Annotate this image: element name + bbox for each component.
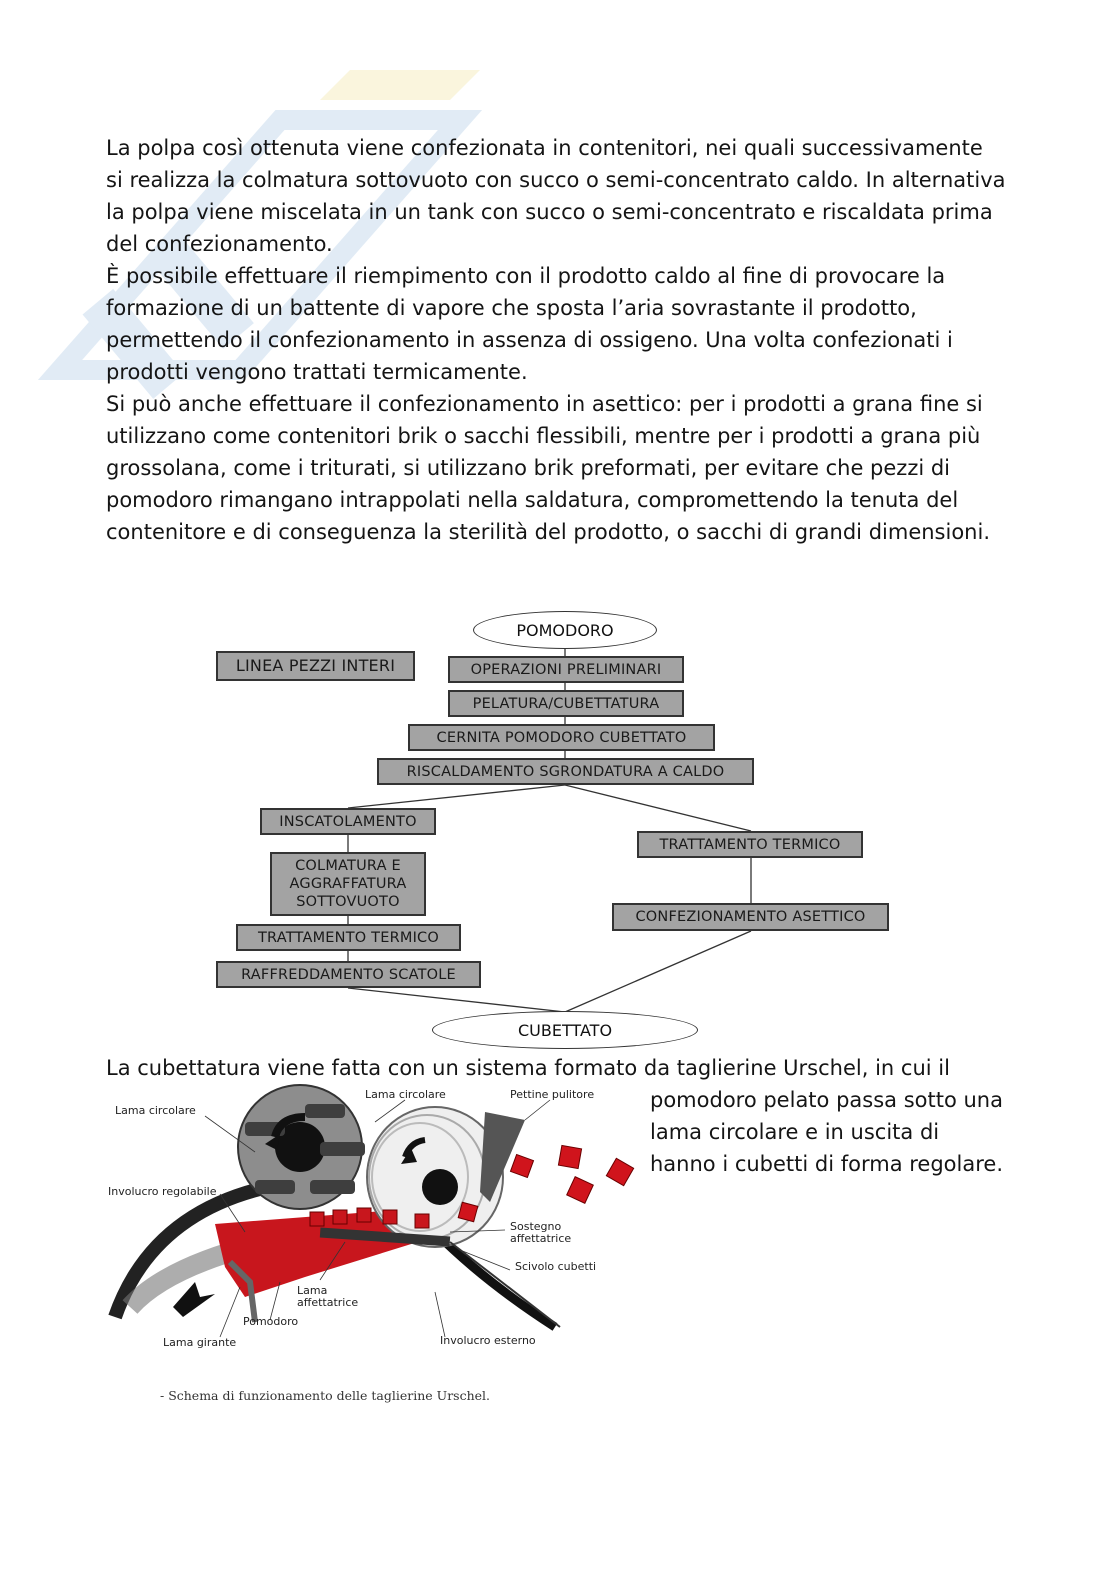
label-lama-affettatrice: Lama affettatrice: [297, 1284, 359, 1309]
label-sostegno: Sostegno affettatrice: [510, 1220, 572, 1245]
label-lama-circolare-top: Lama circolare: [365, 1088, 446, 1101]
label-involucro-esterno: Involucro esterno: [440, 1334, 536, 1347]
label-scivolo: Scivolo cubetti: [515, 1260, 597, 1273]
left-drum: [238, 1085, 365, 1209]
flow-title-box: LINEA PEZZI INTERI: [216, 651, 415, 681]
rotation-arrow-icon: [173, 1282, 215, 1317]
flow-right-1: TRATTAMENTO TERMICO: [637, 831, 863, 858]
paragraph-1: La polpa così ottenuta viene confezionata in contenitori, nei quali successivamente si realizza la colmatura sottovuoto con succo o semi-concentrato caldo. In alternativa la polpa viene miscelata in un tank con succo o semi-concentrato e riscaldata prima del confezionamento.: [106, 136, 1006, 256]
flow-left-2: COLMATURA E AGGRAFFATURA SOTTOVUOTO: [270, 852, 426, 916]
flow-step-3: CERNITA POMODORO CUBETTATO: [408, 724, 715, 751]
flow-right-2: CONFEZIONAMENTO ASETTICO: [612, 903, 889, 931]
flowchart: [205, 605, 905, 1050]
flow-start-oval: POMODORO: [473, 611, 657, 649]
scivolo-shape: [450, 1242, 560, 1327]
flow-left-1: INSCATOLAMENTO: [260, 808, 436, 835]
paragraph-2: È possibile effettuare il riempimento con il prodotto caldo al fine di provocare la formazione di un battente di vapore che sposta l’aria sovrastante il prodotto, permettendo il confezionamento in assenza di ossigeno. Una volta confezionati i prodotti vengono trattati termicamente.: [106, 264, 953, 384]
label-involucro-regolabile: Involucro regolabile: [108, 1185, 217, 1198]
label-lama-circolare-left: Lama circolare: [115, 1104, 196, 1117]
flow-step-2: PELATURA/CUBETTATURA: [448, 690, 684, 717]
flow-left-3: TRATTAMENTO TERMICO: [236, 924, 461, 951]
flow-end-oval: CUBETTATO: [432, 1011, 698, 1049]
figure-caption: - Schema di funzionamento delle taglierine Urschel.: [160, 1388, 490, 1403]
flow-step-1: OPERAZIONI PRELIMINARI: [448, 656, 684, 683]
label-pettine: Pettine pulitore: [510, 1088, 595, 1101]
label-pomodoro: Pomodoro: [243, 1315, 299, 1328]
urschel-machine-figure: [105, 1082, 640, 1422]
flow-step-4: RISCALDAMENTO SGRONDATURA A CALDO: [377, 758, 754, 785]
involucro-esterno-shape: [435, 1232, 555, 1327]
paragraph-3: Si può anche effettuare il confezionamento in asettico: per i prodotti a grana fine si utilizzano come contenitori brik o sacchi flessibili, mentre per i prodotti a grana più grossolana, come i triturati, si utilizzano brik preformati, per evitare che pezzi di pomodoro rimangano intrappolati nella saldatura, compromettendo la tenuta del contenitore e di conseguenza la sterilità del prodotto, o sacchi di grandi dimensioni.: [106, 392, 990, 544]
cubing-text-side: pomodoro pelato passa sotto una lama circolare e in uscita di hanno i cubetti di forma regolare.: [650, 1088, 1004, 1176]
label-lama-girante: Lama girante: [163, 1336, 237, 1349]
flow-left-4: RAFFREDDAMENTO SCATOLE: [216, 961, 481, 988]
cubing-text-line: La cubettatura viene fatta con un sistema formato da taglierine Urschel, in cui il: [106, 1056, 950, 1080]
